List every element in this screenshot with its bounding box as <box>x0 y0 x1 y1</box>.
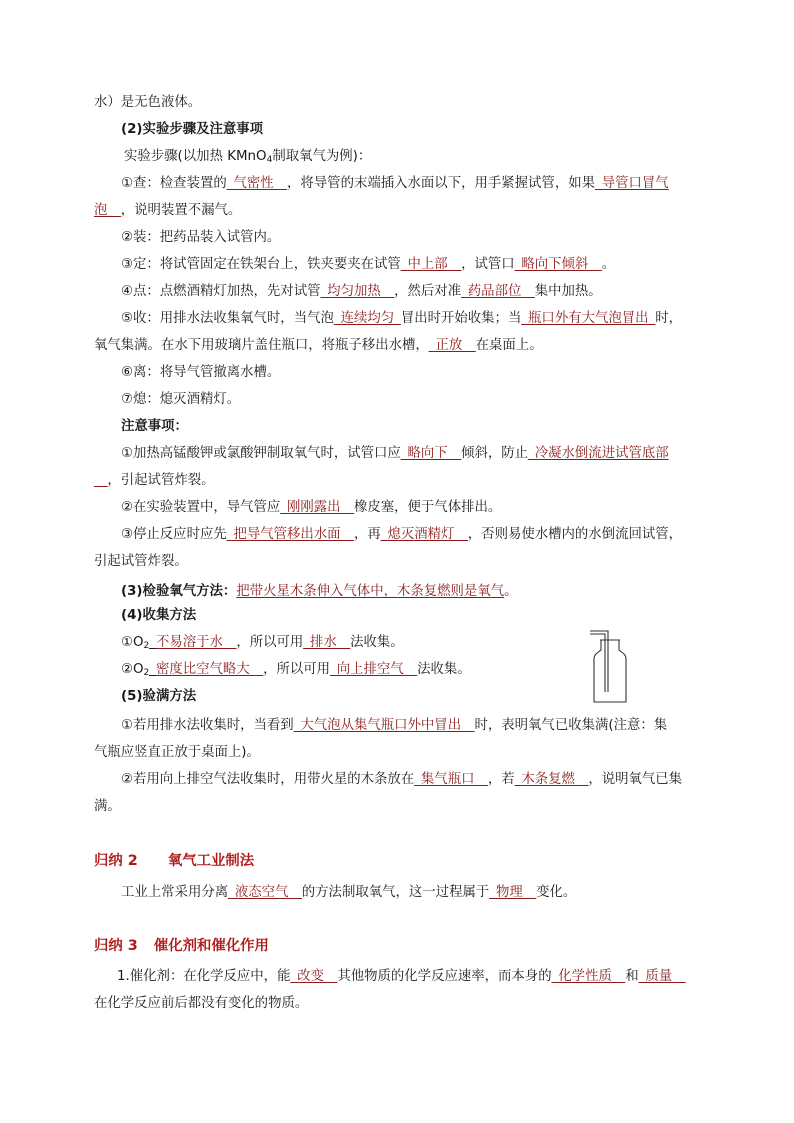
text-line: 实验步骤(以加热 KMnO$_4$制取氧气为例)： <box>124 149 372 165</box>
answer-blank: _木条复燃__ <box>514 772 589 787</box>
answer-blank: _均匀加热__ <box>320 284 395 299</box>
answer-blank: _改变__ <box>290 969 338 984</box>
answer-blank: _集气瓶口__ <box>414 772 488 787</box>
text-line: 气瓶应竖直正放于桌面上)。 <box>94 745 260 760</box>
collection-water: $①O_2\_$不易溶于水__，所以可用_排水__法收集。 <box>121 635 404 651</box>
summary-heading-2: 归纳 2 氧气工业制法 <box>94 853 255 869</box>
step-load: ②装：把药品装入试管内。 <box>121 230 281 245</box>
text-line: 泡__，说明装置不漏气。 <box>94 203 242 218</box>
answer-blank: _质量__ <box>638 969 686 984</box>
step-fix: ③定：将试管固定在铁架台上，铁夹要夹在试管_中上部__，试管口_略向下倾斜__。 <box>121 257 616 272</box>
text-line: 水）是无色液体。 <box>94 95 202 110</box>
answer-blank: _向上排空气__ <box>330 662 418 677</box>
answer-blank: 不易溶于水__ <box>155 635 237 650</box>
answer-blank: _化学性质__ <box>551 969 626 984</box>
answer-blank: 泡__ <box>94 203 121 218</box>
step-extinguish: ⑦熄：熄灭酒精灯。 <box>121 392 241 407</box>
text-line: __，引起试管炸裂。 <box>94 473 215 488</box>
answer-blank: 把带火星木条伸入气体中，木条复燃则是氧气 <box>236 584 505 599</box>
answer-blank: _中上部__ <box>400 257 462 272</box>
answer-blank: _熄灭酒精灯__ <box>380 527 468 542</box>
answer-blank: _大气泡从集气瓶口外中冒出__ <box>293 718 475 733</box>
full-check-air: ②若用向上排空气法收集时，用带火星的木条放在_集气瓶口__，若_木条复燃__，说明氧气已集 <box>121 772 683 787</box>
text-line: 在化学反应前后都没有变化的物质。 <box>94 996 309 1011</box>
section-heading-steps: (2)实验步骤及注意事项 <box>121 122 264 137</box>
answer-blank: _气密性__ <box>226 176 288 191</box>
text-line: 满。 <box>94 799 121 814</box>
answer-blank: _排水__ <box>303 635 351 650</box>
step-check: ①查：检查装置的_气密性__，将导管的末端插入水面以下，用手紧握试管，如果_导管口冒气 <box>121 176 669 191</box>
answer-blank: _液态空气__ <box>228 885 302 900</box>
step-light: ④点：点燃酒精灯加热，先对试管_均匀加热__，然后对准_药品部位__集中加热。 <box>121 284 602 299</box>
step-remove: ⑥离：将导气管撤离水槽。 <box>121 365 281 380</box>
note-2: ②在实验装置中，导气管应_刚刚露出__橡皮塞，便于气体排出。 <box>121 500 502 515</box>
full-check-water: ①若用排水法收集时，当看到_大气泡从集气瓶口外中冒出__时，表明氧气已收集满(注意：集 <box>121 718 668 733</box>
section-heading-full-check: (5)验满方法 <box>121 689 197 704</box>
answer-blank: _物理__ <box>489 885 537 900</box>
answer-blank: _把导气管移出水面__ <box>226 527 354 542</box>
notes-heading: 注意事项： <box>121 419 188 434</box>
text-line: 氧气集满。在水下用玻璃片盖住瓶口，将瓶子移出水槽，_正放__在桌面上。 <box>94 338 543 353</box>
text-line: 引起试管炸裂。 <box>94 554 188 569</box>
summary-heading-3: 归纳 3 催化剂和催化作用 <box>94 938 269 954</box>
answer-blank: _略向下倾斜__ <box>514 257 602 272</box>
catalyst-definition: 1.催化剂：在化学反应中，能_改变__其他物质的化学反应速率，而本身的_化学性质__和_质量__ <box>117 969 686 984</box>
answer-blank: _药品部位__ <box>461 284 535 299</box>
answer-blank: _冷凝水倒流进试管底部 <box>528 446 669 461</box>
answer-blank: 密度比空气略大__ <box>155 662 264 677</box>
section-heading-collection: (4)收集方法 <box>121 608 197 623</box>
note-1: ①加热高锰酸钾或氯酸钾制取氧气时，试管口应_略向下__倾斜，防止_冷凝水倒流进试管底部 <box>121 446 669 461</box>
answer-blank: _连续均匀_ <box>333 311 401 326</box>
answer-blank: _刚刚露出__ <box>280 500 354 515</box>
step-collect: ⑤收：用排水法收集氧气时，当气泡_连续均匀_冒出时开始收集；当_瓶口外有大气泡冒出_时， <box>121 311 683 326</box>
test-oxygen-method: (3)检验氧气方法：把带火星木条伸入气体中，木条复燃则是氧气。 <box>121 584 518 599</box>
answer-blank: _正放__ <box>428 338 476 353</box>
collection-air: $②O_2\_$密度比空气略大__，所以可用_向上排空气__法收集。 <box>121 662 471 678</box>
answer-blank: _导管口冒气 <box>595 176 669 191</box>
answer-blank: _瓶口外有大气泡冒出_ <box>521 311 656 326</box>
note-3: ③停止反应时应先_把导气管移出水面__，再_熄灭酒精灯__，否则易使水槽内的水倒流回试管， <box>121 527 683 542</box>
answer-blank: _略向下__ <box>400 446 462 461</box>
answer-blank: __ <box>94 473 108 488</box>
industrial-method: 工业上常采用分离_液态空气__的方法制取氧气，这一过程属于_物理__变化。 <box>121 885 577 900</box>
